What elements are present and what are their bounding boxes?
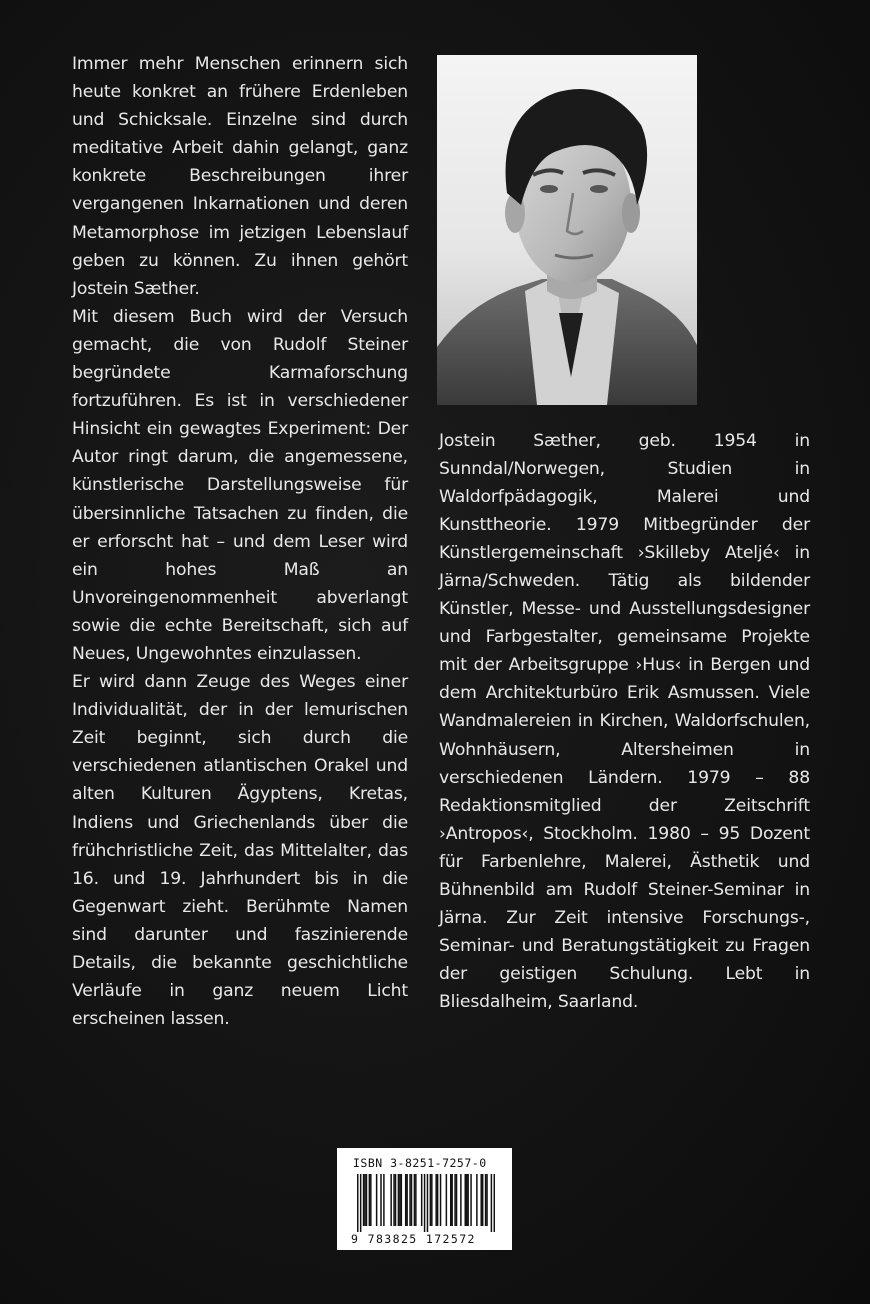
blurb-paragraph-2: Mit diesem Buch wird der Versuch gemacht, die von Rudolf Steiner begründete Karmaforschung fortzuführen. Es ist in verschiedener Hinsicht ein gewagtes Experiment: Der Autor ringt darum, die angemessene, künstlerische Darstellungsweise für übersinnliche Tatsachen zu finden, die er erforscht hat – und dem Leser wird ein hohes Maß an Unvoreingenommenheit abverlangt sowie die echte Bereitschaft, sich auf Neues, Ungewohntes einzulassen. bbox=[72, 306, 408, 664]
barcode-bar bbox=[380, 1174, 382, 1226]
barcode-bar bbox=[369, 1174, 371, 1226]
barcode-bar bbox=[482, 1174, 484, 1226]
barcode-bar bbox=[411, 1174, 413, 1226]
isbn-number: ISBN 3-8251-7257-0 bbox=[353, 1156, 487, 1170]
barcode-bar bbox=[401, 1174, 403, 1226]
barcode-bar bbox=[480, 1174, 482, 1226]
barcode-bar bbox=[383, 1174, 385, 1226]
author-bio bbox=[439, 427, 810, 1016]
barcode-bar bbox=[360, 1174, 362, 1232]
barcode-bar bbox=[430, 1174, 432, 1226]
barcode-bar bbox=[486, 1174, 488, 1226]
author-photo bbox=[437, 55, 697, 405]
barcode-bar bbox=[364, 1174, 366, 1226]
barcode-bar bbox=[460, 1174, 462, 1226]
barcode-bar bbox=[440, 1174, 442, 1226]
barcode-bar bbox=[466, 1174, 468, 1226]
barcode-bar bbox=[398, 1174, 400, 1226]
blurb-paragraph-3: Er wird dann Zeuge des Weges einer Individualität, der in der lemurischen Zeit beginnt, sich durch die verschiedenen atlantischen Orakel und alten Kulturen Ägyptens, Kretas, Indiens und Griechenlands über die frühchristliche Zeit, das Mittelalter, das 16. und 19. Jahrhundert bis in die Gegenwart zieht. Berühmte Namen sind darunter und faszinierende Details, die bekannte geschichtliche Verläufe in ganz neuem Licht erscheinen lassen. bbox=[72, 672, 408, 1030]
author-bio-text: Jostein Sæther, geb. 1954 in Sunndal/Norwegen, Studien in Waldorfpädagogik, Malerei und Kunsttheorie. 1979 Mitbegründer der Künstlergemeinschaft ›Skilleby Ateljé‹ in Järna/Schweden. Tätig als bildender Künstler, Messe- und Ausstellungsdesigner und Farbgestalter, gemeinsame Projekte mit der Arbeitsgruppe ›Hus‹ in Bergen und dem Architekturbüro Erik Asmussen. Viele Wandmalereien in Kirchen, Waldorfschulen, Wohnhäusern, Altersheimen in verschiedenen Ländern. 1979 – 88 Redaktionsmitglied der Zeitschrift ›Antropos‹, Stockholm. 1980 – 95 Dozent für Farbenlehre, Malerei, Ästhetik und Bühnenbild am Rudolf Steiner-Seminar in Järna. Zur Zeit intensive Forschungs-, Seminar- und Beratungstätigkeit zu Fragen der geistigen Schulung. Lebt in Bliesdalheim, Saarland. bbox=[439, 431, 810, 1012]
blurb-paragraph-1: Immer mehr Menschen erinnern sich heute konkret an frühere Erdenleben und Schicksale. Einzelne sind durch meditative Arbeit dahin gelangt, ganz konkrete Beschreibungen ihrer vergangenen Inkarnationen und deren Metamorphose im jetzigen Lebenslauf geben zu können. Zu ihnen gehört Jostein Sæther. bbox=[72, 54, 408, 299]
ean-number: 9 783825 172572 bbox=[351, 1232, 476, 1246]
barcode-bar bbox=[491, 1174, 493, 1232]
barcode-bar bbox=[366, 1174, 368, 1226]
barcode-bar bbox=[395, 1174, 397, 1226]
barcode-bar bbox=[415, 1174, 417, 1226]
barcode-bar bbox=[467, 1174, 469, 1226]
barcode-bar bbox=[393, 1174, 395, 1226]
barcode-bar bbox=[399, 1174, 401, 1226]
blurb-text bbox=[72, 50, 408, 1033]
barcode-bar bbox=[485, 1174, 487, 1226]
barcode-bar bbox=[494, 1174, 495, 1232]
barcode-bar bbox=[363, 1174, 365, 1226]
barcode-bar bbox=[370, 1174, 372, 1226]
barcode-bar bbox=[390, 1174, 392, 1226]
barcode-bar bbox=[406, 1174, 408, 1226]
barcode-bar bbox=[431, 1174, 433, 1226]
barcode-bar bbox=[456, 1174, 458, 1226]
barcode-bar bbox=[451, 1174, 453, 1226]
barcode-bar bbox=[421, 1174, 423, 1226]
barcode-bar bbox=[409, 1174, 411, 1226]
barcode-bar bbox=[414, 1174, 416, 1226]
barcode-bar bbox=[405, 1174, 407, 1226]
barcode-bar bbox=[464, 1174, 466, 1226]
barcode bbox=[357, 1174, 495, 1232]
barcode-bar bbox=[357, 1174, 359, 1232]
barcode-bar bbox=[427, 1174, 429, 1232]
barcode-bar bbox=[437, 1174, 439, 1226]
barcode-bar bbox=[450, 1174, 452, 1226]
barcode-bar bbox=[424, 1174, 426, 1232]
barcode-bar bbox=[376, 1174, 378, 1226]
author-portrait-illustration bbox=[437, 55, 697, 405]
barcode-bar bbox=[470, 1174, 472, 1226]
barcode-bar bbox=[454, 1174, 456, 1226]
barcode-label bbox=[337, 1148, 512, 1250]
barcode-bar bbox=[435, 1174, 437, 1226]
barcode-bar bbox=[476, 1174, 478, 1226]
barcode-bar bbox=[446, 1174, 448, 1226]
